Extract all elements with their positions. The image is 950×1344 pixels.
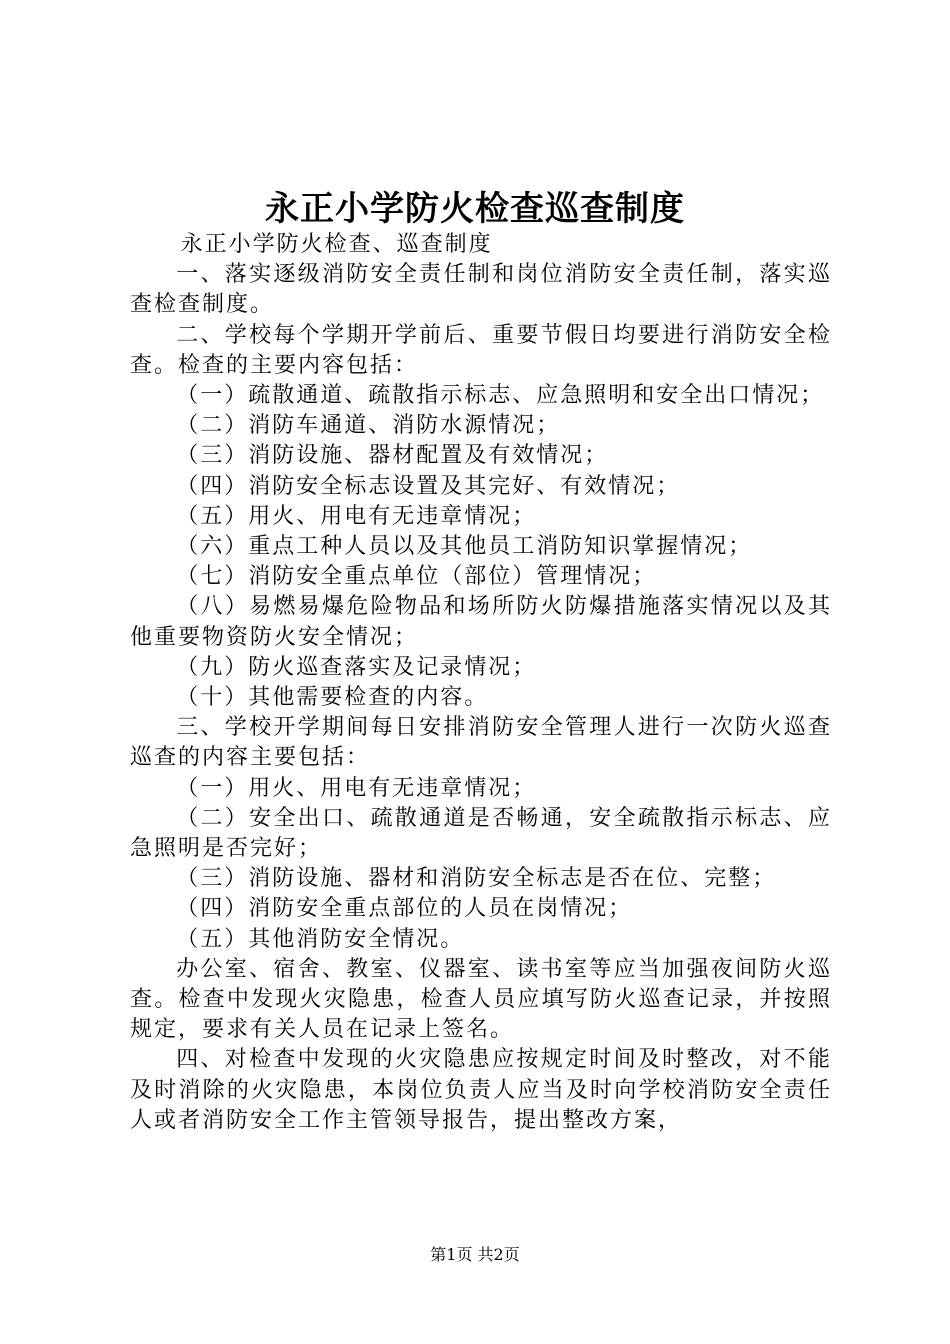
paragraph-item: （十）其他需要检查的内容。 — [176, 685, 489, 711]
paragraph-night-patrol: 办公室、宿舍、教室、仪器室、读书室等应当加强夜间防火巡查。检查中发现火灾隐患，检查人员应填写防火巡查记录，并按照规定，要求有关人员在记录上签名。 — [130, 956, 832, 1043]
paragraph-item: （一）用火、用电有无违章情况； — [176, 775, 537, 801]
document-body — [130, 230, 832, 1136]
page-footer: 第1页 共2页 — [430, 1245, 520, 1264]
paragraph-item: （三）消防设施、器材和消防安全标志是否在位、完整； — [176, 866, 777, 892]
paragraph-item: （六）重点工种人员以及其他员工消防知识掌握情况； — [176, 534, 753, 560]
paragraph-item: （四）消防安全标志设置及其完好、有效情况； — [176, 473, 681, 499]
paragraph-item: （二）消防车通道、消防水源情况； — [176, 413, 561, 439]
paragraph-item: （五）其他消防安全情况。 — [176, 926, 465, 952]
paragraph-section-2: 二、学校每个学期开学前后、重要节假日均要进行消防安全检查。检查的主要内容包括： — [130, 322, 832, 378]
paragraph-item: （五）用火、用电有无违章情况； — [176, 503, 537, 529]
paragraph-item: （八）易燃易爆危险物品和场所防火防爆措施落实情况以及其他重要物资防火安全情况； — [130, 594, 832, 650]
paragraph-section-4: 四、对检查中发现的火灾隐患应按规定时间及时整改，对不能及时消除的火灾隐患，本岗位负责人应当及时向学校消防安全责任人或者消防安全工作主管领导报告，提出整改方案， — [130, 1047, 832, 1133]
document-title: 永正小学防火检查巡查制度 — [265, 189, 685, 229]
paragraph-section-3: 三、学校开学期间每日安排消防安全管理人进行一次防火巡查巡查的内容主要包括： — [130, 715, 832, 771]
paragraph-item: （七）消防安全重点单位（部位）管理情况； — [176, 564, 657, 590]
paragraph-subtitle: 永正小学防火检查、巡查制度 — [180, 232, 493, 257]
paragraph-item: （九）防火巡查落实及记录情况； — [176, 654, 537, 680]
paragraph-item: （三）消防设施、器材配置及有效情况； — [176, 443, 609, 469]
paragraph-item: （一）疏散通道、疏散指示标志、应急照明和安全出口情况； — [176, 383, 825, 409]
paragraph-item: （四）消防安全重点部位的人员在岗情况； — [176, 896, 633, 922]
paragraph-item: （二）安全出口、疏散通道是否畅通，安全疏散指示标志、应急照明是否完好； — [130, 805, 832, 862]
paragraph-section-1: 一、落实逐级消防安全责任制和岗位消防安全责任制，落实巡查检查制度。 — [130, 262, 832, 318]
